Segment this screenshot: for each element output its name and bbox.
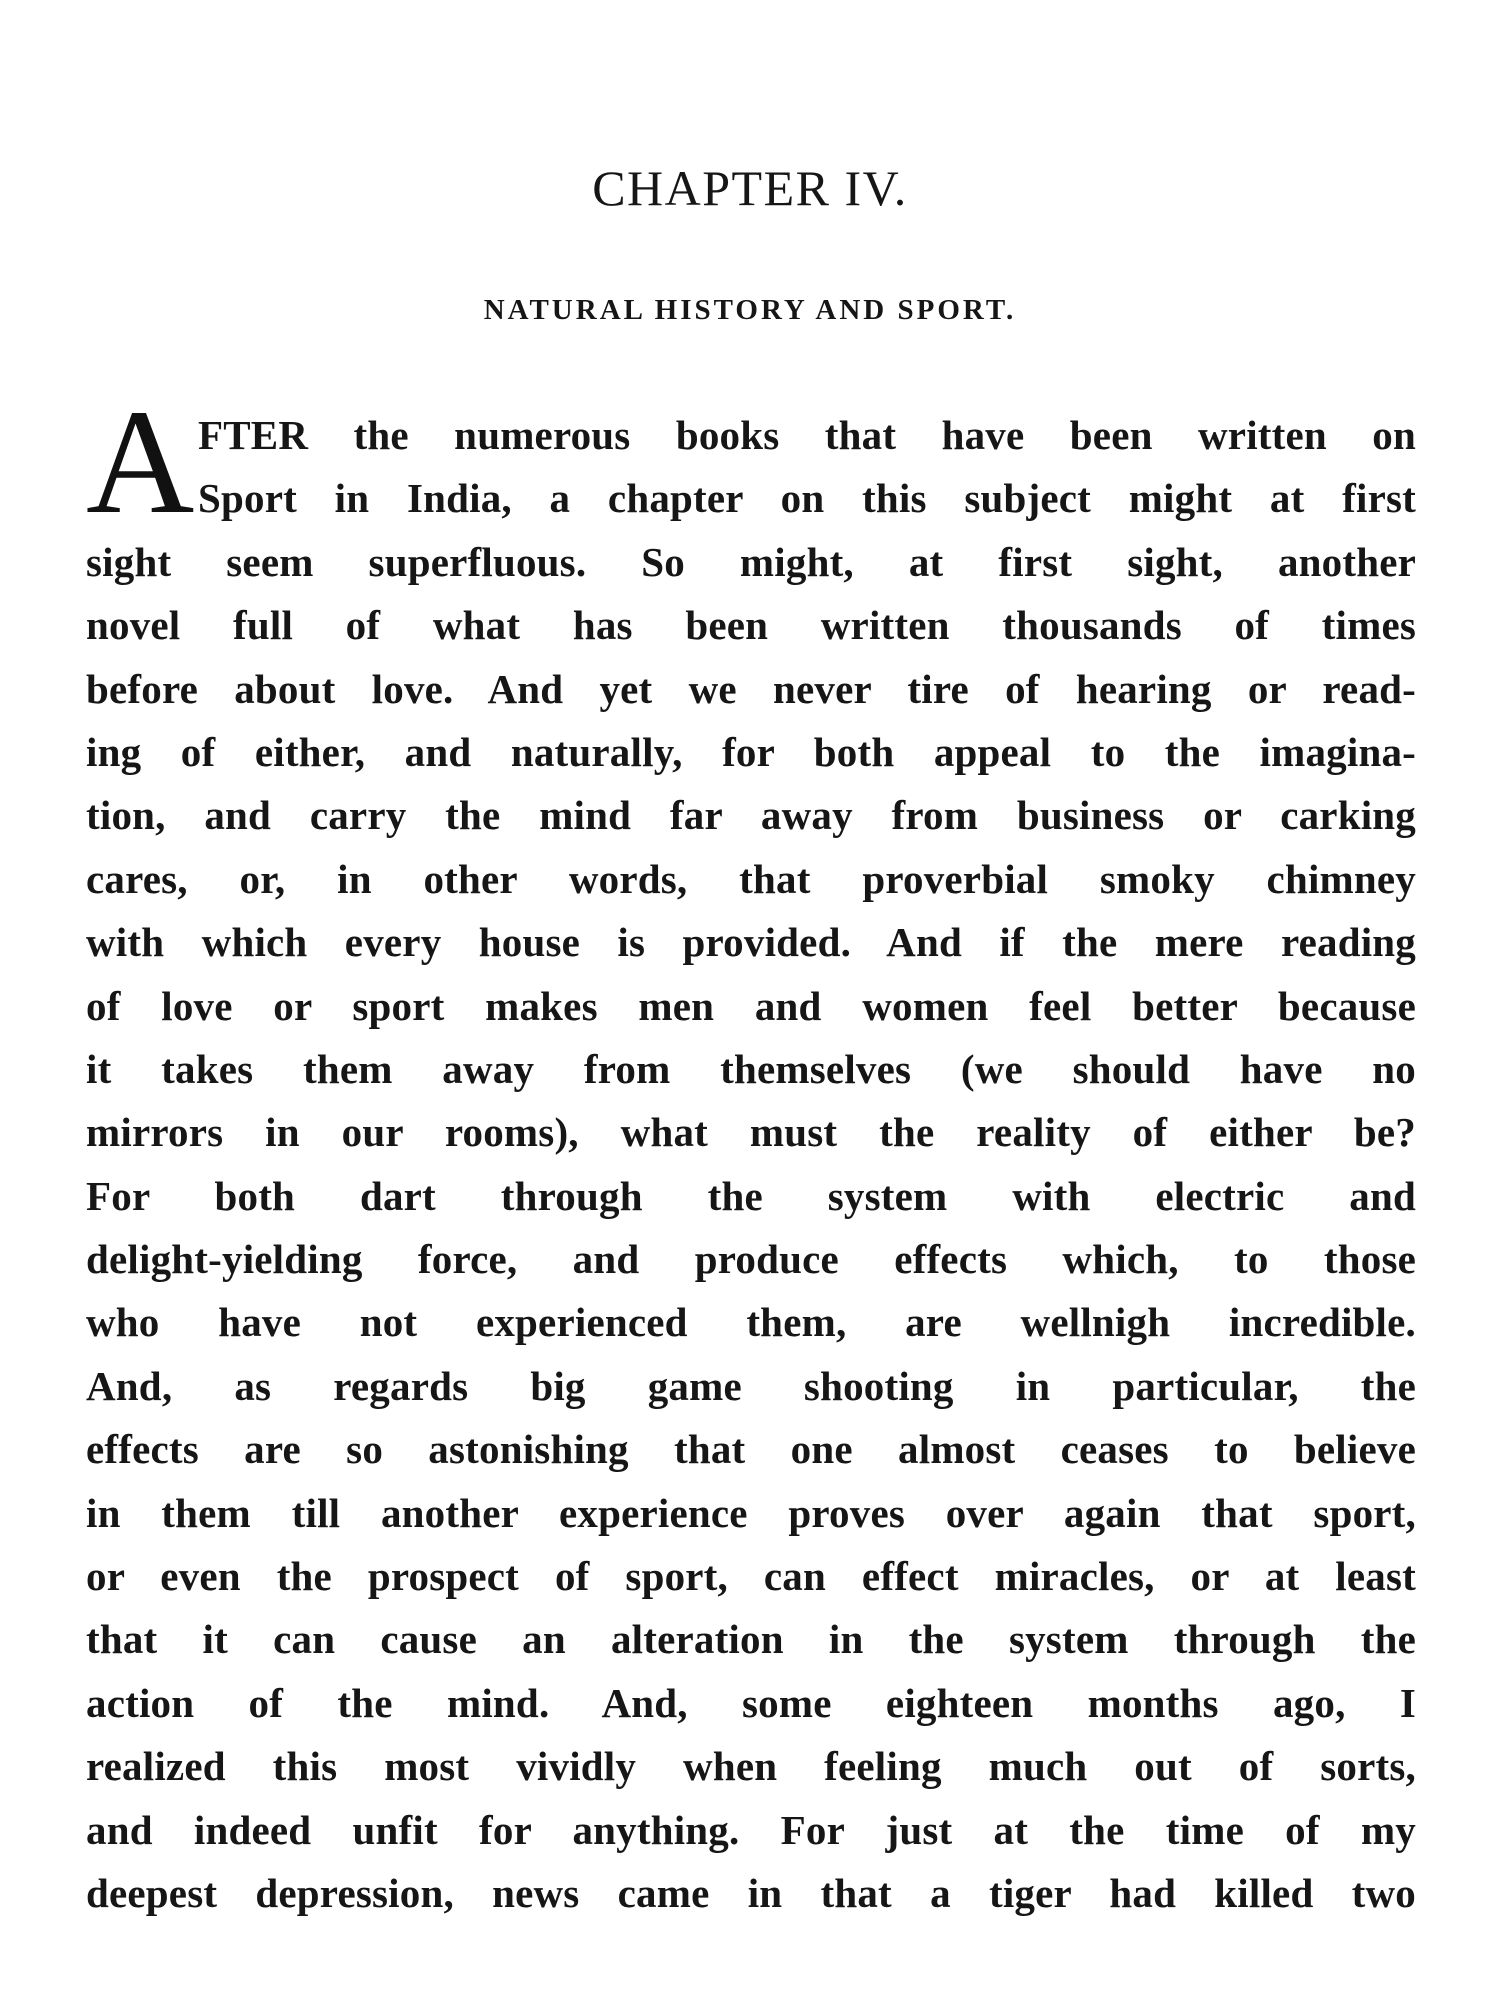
text-line: sight seem superfluous. So might, at first sight, another (86, 538, 1416, 585)
text-line: novel full of what has been written thousands of times (86, 602, 1416, 649)
text-line: realized this most vividly when feeling much out of sorts, (86, 1743, 1416, 1790)
text-line: effects are so astonishing that one almost ceases to believe (86, 1426, 1416, 1473)
text-line: FTER the numerous books that have been written on (198, 412, 1416, 458)
text-line: ing of either, and naturally, for both appeal to the imagina- (86, 728, 1416, 775)
text-line: or even the prospect of sport, can effect miracles, or at least (86, 1553, 1416, 1600)
text-line: that it can cause an alteration in the system through the (86, 1616, 1416, 1663)
text-line: cares, or, in other words, that proverbial smoky chimney (86, 855, 1416, 902)
text-line: action of the mind. And, some eighteen months ago, I (86, 1679, 1416, 1726)
text-line: deepest depression, news came in that a tiger had killed two (86, 1869, 1416, 1916)
text-line: who have not experienced them, are wellnigh incredible. (86, 1299, 1416, 1346)
drop-cap: A (86, 379, 195, 545)
text-line: with which every house is provided. And if the mere reading (86, 919, 1416, 966)
section-title: NATURAL HISTORY AND SPORT. (483, 294, 1017, 326)
text-line: delight-yielding force, and produce effects which, to those (86, 1236, 1416, 1283)
text-line: mirrors in our rooms), what must the reality of either be? (86, 1109, 1416, 1156)
body-paragraph (86, 404, 1416, 1925)
text-line: For both dart through the system with electric and (86, 1172, 1416, 1219)
text-line: Sport in India, a chapter on this subject might at first (198, 475, 1416, 522)
chapter-title: CHAPTER IV. (592, 160, 908, 216)
text-line: in them till another experience proves over again that sport, (86, 1489, 1416, 1536)
text-line: before about love. And yet we never tire of hearing or read- (86, 665, 1416, 712)
text-line: of love or sport makes men and women feel better because (86, 982, 1416, 1029)
text-line: it takes them away from themselves (we should have no (86, 1045, 1416, 1092)
text-line: and indeed unfit for anything. For just at the time of my (86, 1806, 1416, 1853)
text-line: tion, and carry the mind far away from business or carking (86, 792, 1416, 839)
text-line: And, as regards big game shooting in particular, the (86, 1362, 1416, 1409)
